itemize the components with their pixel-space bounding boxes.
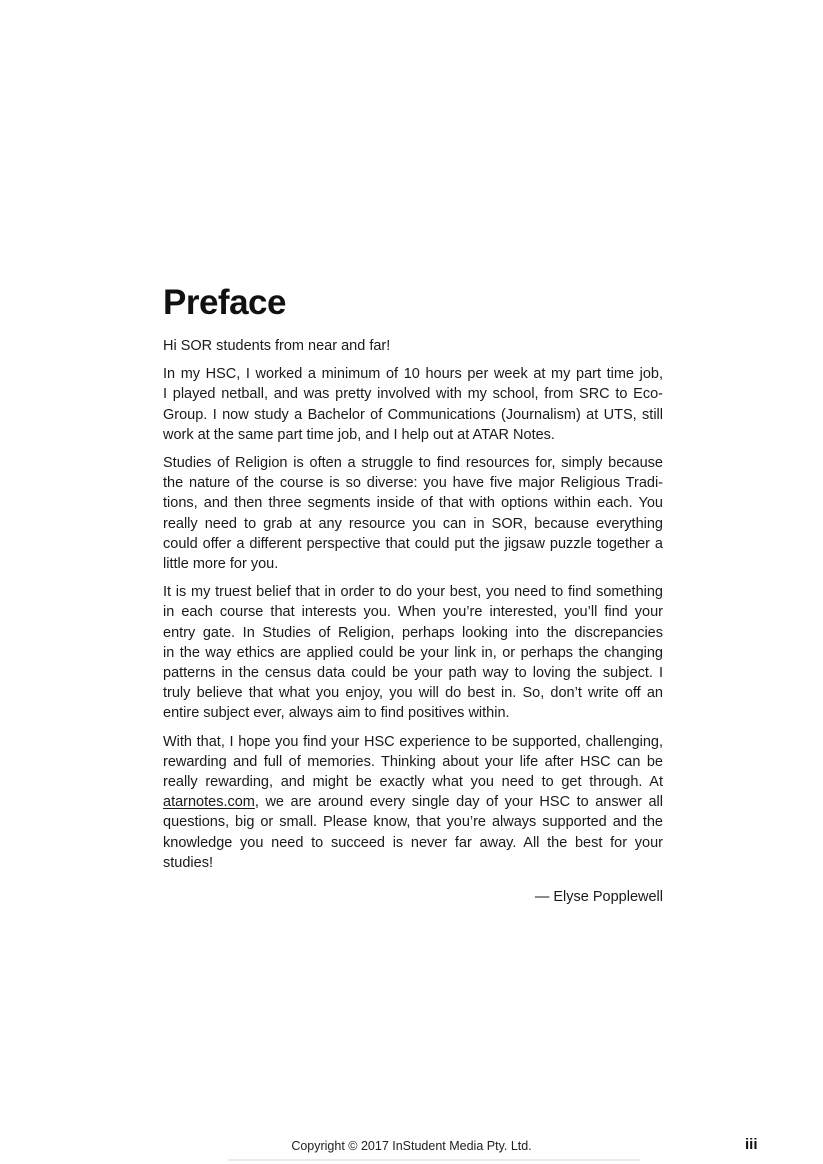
text-line: in the way ethics are applied could be your link in, or perhaps the changing <box>163 644 663 661</box>
text-line: knowledge you need to succeed is never far away. All the best for your <box>163 834 663 851</box>
greeting-line: Hi SOR students from near and far! <box>163 338 391 354</box>
paragraph-4 <box>163 732 663 873</box>
text-line: It is my truest belief that in order to do your best, you need to find something <box>163 584 663 601</box>
paragraph-3 <box>163 582 663 723</box>
text-line: entry gate. In Studies of Religion, perhaps looking into the discrepancies <box>163 624 663 641</box>
text-line: With that, I hope you find your HSC experience to be supported, challenging, <box>163 733 663 750</box>
text-line: I played netball, and was pretty involved with my school, from SRC to Eco- <box>163 386 663 403</box>
text-line: work at the same part time job, and I help out at ATAR Notes. <box>163 426 555 443</box>
text-line: little more for you. <box>163 556 279 573</box>
text-line: truly believe that what you enjoy, you will do best in. So, don’t write off an <box>163 685 663 702</box>
text-line: really need to grab at any resource you can in SOR, because everything <box>163 515 663 532</box>
text-line: Group. I now study a Bachelor of Communications (Journalism) at UTS, still <box>163 406 663 423</box>
text-line: Studies of Religion is often a struggle to find resources for, simply because <box>163 455 663 472</box>
text-line: in each course that interests you. When you’re interested, you’ll find your <box>163 604 663 621</box>
preface-section <box>163 284 663 907</box>
author-signature: — Elyse Popplewell <box>534 889 663 906</box>
text-line: studies! <box>163 854 213 871</box>
text-line: tions, and then three segments inside of that with options within each. You <box>163 495 663 512</box>
page-title: Preface <box>163 283 286 322</box>
text-line <box>163 792 663 812</box>
text-line: rewarding and full of memories. Thinking about your life after HSC can be <box>163 753 663 770</box>
text-line: patterns in the census data could be your path way to loving the subject. I <box>163 665 663 682</box>
text-line: questions, big or small. Please know, that you’re always supported and the <box>163 814 663 831</box>
footer-copyright: Copyright © 2017 InStudent Media Pty. Ltd. <box>291 1139 532 1153</box>
scan-artifact-line <box>228 1159 640 1161</box>
text-line: really rewarding, and might be exactly what you need to get through. At <box>163 774 663 791</box>
page-number: iii <box>745 1136 758 1153</box>
text-segment: , we are around every single day of your HSC to answer all <box>254 794 663 811</box>
link-atarnotes[interactable]: atarnotes.com <box>163 794 255 811</box>
text-line: the nature of the course is so diverse: you have five major Religious Tradi- <box>163 475 663 492</box>
paragraph-1 <box>163 364 663 445</box>
text-line: entire subject ever, always aim to find positives within. <box>163 705 510 722</box>
text-line: In my HSC, I worked a minimum of 10 hours per week at my part time job, <box>163 366 663 383</box>
paragraph-2 <box>163 453 663 574</box>
text-line: could offer a different perspective that could put the jigsaw puzzle together a <box>163 535 663 552</box>
